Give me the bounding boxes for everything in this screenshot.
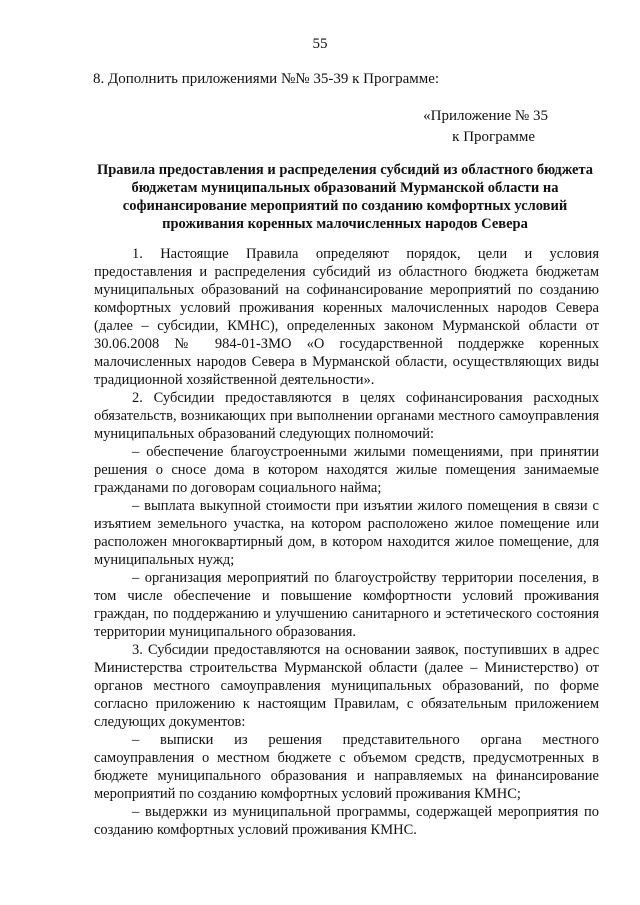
appendix-ref: к Программе bbox=[452, 129, 535, 145]
list-item-program-extract: – выдержки из муниципальной программы, содержащей мероприятия по созданию комфортных условий проживания КМНС. bbox=[94, 804, 599, 838]
list-item-housing: – обеспечение благоустроенными жилыми помещениями, при принятии решения о сносе дома в котором находятся жилые помещения занимаемые гражданами по договорам социального найма; bbox=[94, 444, 599, 496]
paragraph-3: 3. Субсидии предоставляются на основании заявок, поступивших в адрес Министерства строительства Мурманской области (далее – Министерство) от органов местного самоуправления муниципальных образований, по форме согласно приложению к настоящим Правилам, с обязательным приложением следующих документов: bbox=[94, 642, 599, 730]
page-number: 55 bbox=[312, 36, 328, 52]
document-title: Правила предоставления и распределения субсидий из областного бюджета бюджетам муниципальных образований Мурманской области на софинансирование мероприятий по созданию комфортных условий проживания коренных малочисленных народов Севера bbox=[96, 162, 594, 232]
appendix-label: «Приложение № 35 bbox=[423, 108, 548, 124]
document-body bbox=[94, 245, 599, 839]
appendix-header bbox=[423, 106, 548, 148]
intro-line: 8. Дополнить приложениями №№ 35-39 к Программе: bbox=[93, 71, 440, 87]
paragraph-1: 1. Настоящие Правила определяют порядок, цели и условия предоставления и распределения субсидий из областного бюджета бюджетам муниципальных образований на софинансирование мероприятий по созданию комфортных условий проживания коренных малочисленных народов Севера (далее – субсидии, КМНС), определенных законом Мурманской области от 30.06.2008 № 984-01-ЗМО «О государственной поддержке коренных малочисленных народов Севера в Мурманской области, осуществляющих виды традиционной хозяйственной деятельности». bbox=[94, 246, 599, 388]
list-item-improvement: – организация мероприятий по благоустройству территории поселения, в том числе обеспечение и повышение комфортности условий проживания граждан, по поддержанию и улучшению санитарного и эстетического состояния территории муниципального образования. bbox=[94, 570, 599, 640]
list-item-payment: – выплата выкупной стоимости при изъятии жилого помещения в связи с изъятием земельного участка, на котором расположено жилое помещение или расположен многоквартирный дом, в котором находится жилое помещение, для муниципальных нужд; bbox=[94, 498, 599, 568]
paragraph-2: 2. Субсидии предоставляются в целях софинансирования расходных обязательств, возникающих при выполнении органами местного самоуправления муниципальных образований следующих полномочий: bbox=[94, 390, 599, 442]
list-item-budget-extract: – выписки из решения представительного органа местного самоуправления о местном бюджете с объемом средств, предусмотренных в бюджете муниципального образования и направляемых на финансирование мероприятий по созданию комфортных условий проживания КМНС; bbox=[94, 732, 599, 802]
